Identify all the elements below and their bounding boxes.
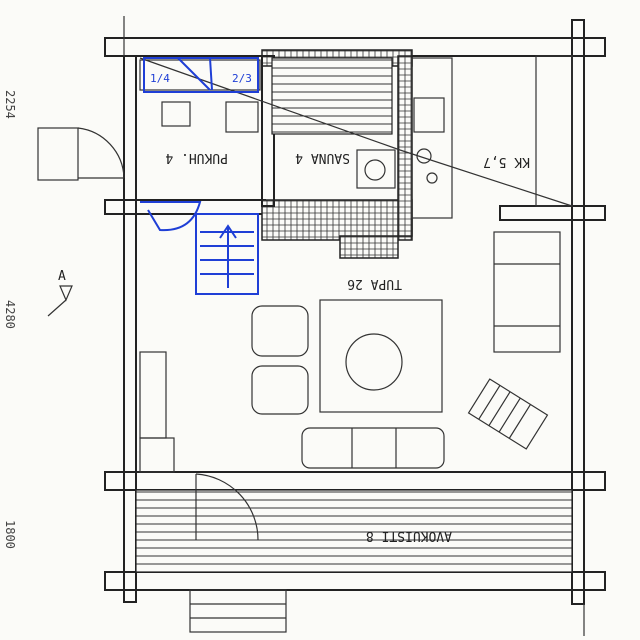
- armchair-1: [252, 306, 308, 356]
- label-sauna: SAUNA 4: [295, 150, 350, 165]
- label-kk: KK 5,7: [483, 154, 530, 169]
- north-arrow-label: A: [58, 269, 66, 284]
- sink: [414, 98, 444, 132]
- bunk-bed: [494, 232, 560, 352]
- sauna-stove: [357, 150, 395, 188]
- armchair-2: [252, 366, 308, 414]
- lounge-chair: [469, 379, 548, 449]
- kitchen: [400, 56, 572, 218]
- living-room-furniture: [140, 232, 560, 472]
- bench: [162, 102, 190, 126]
- porch: [136, 474, 572, 632]
- sofa: [302, 428, 444, 468]
- round-table: [346, 334, 402, 390]
- kitchen-cabinet: [536, 56, 572, 206]
- porch-steps: [190, 590, 286, 632]
- label-pukuh: PUKUH. 4: [165, 150, 228, 165]
- handwritten-note-2: 2/3: [232, 72, 252, 85]
- cabinet: [140, 352, 166, 438]
- shower: [226, 102, 258, 132]
- margin-text-top: 2254: [3, 90, 17, 119]
- margin-text-middle: 4280: [3, 300, 17, 329]
- handwritten-note-1: 1/4: [150, 72, 170, 85]
- rug: [320, 300, 442, 412]
- label-avokuisti: AVOKUISTI 8: [365, 528, 452, 543]
- label-tupa: TUPA 26: [347, 276, 402, 291]
- margin-text: [3, 90, 17, 549]
- margin-text-bottom: 1800: [3, 520, 17, 549]
- north-arrow: [48, 269, 72, 316]
